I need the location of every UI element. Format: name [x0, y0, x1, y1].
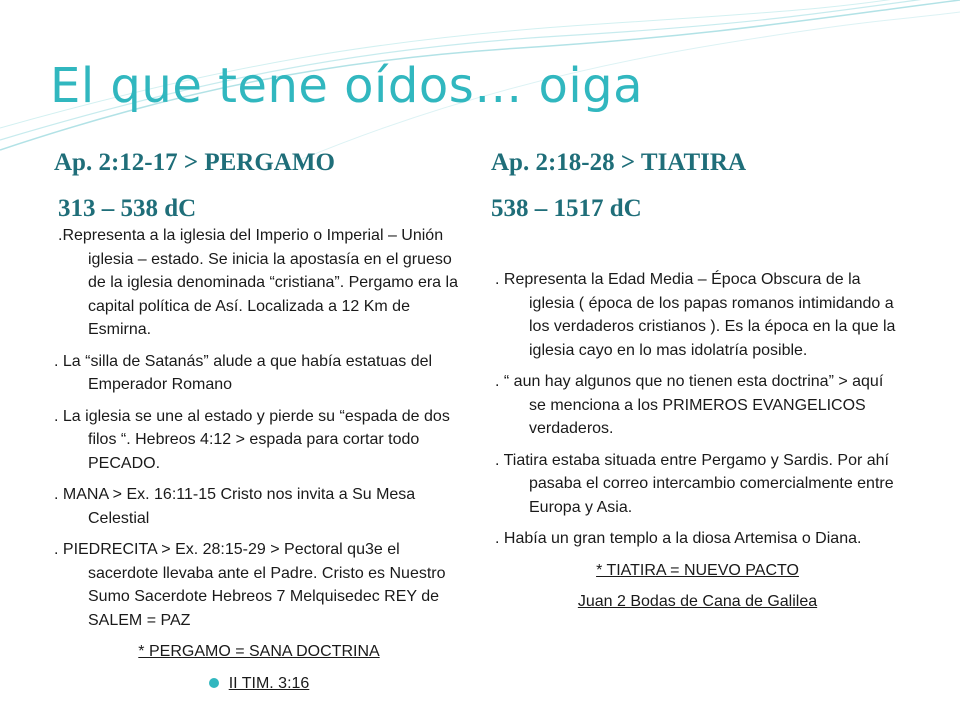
left-heading-text: Ap. 2:12-17 > PERGAMO: [54, 149, 335, 176]
left-paragraph: .Representa a la iglesia del Imperio o Imperial – Unión iglesia – estado. Se inicia la apostasía en el grueso de la iglesia denominada “cristiana”. Pergamo era la capital política de Así. Localizada a 12 Km de Esmirna.: [58, 227, 458, 338]
right-footer-line: Juan 2 Bodas de Cana de Galilea: [577, 593, 818, 610]
right-column-body: [495, 268, 900, 622]
right-paragraph: . “ aun hay algunos que no tienen esta doctrina” > aquí se menciona a los PRIMEROS EVANGELICOS verdaderos.: [495, 373, 884, 437]
left-subheading-text: 313 – 538 dC: [58, 195, 197, 222]
left-column-body: [54, 224, 464, 695]
left-summary-line: * PERGAMO = SANA DOCTRINA: [138, 643, 380, 660]
right-summary-line: * TIATIRA = NUEVO PACTO: [596, 561, 799, 579]
left-paragraph: . MANA > Ex. 16:11-15 Cristo nos invita a Su Mesa Celestial: [54, 486, 416, 527]
left-paragraph: . PIEDRECITA > Ex. 28:15-29 > Pectoral qu3e el sacerdote llevaba ante el Padre. Cristo es Nuestro Sumo Sacerdote Hebreos 7 Melquisedec REY de SALEM = PAZ: [54, 541, 446, 629]
left-paragraph: . La “silla de Satanás” alude a que había estatuas del Emperador Romano: [54, 352, 433, 393]
left-column-heading: [54, 148, 335, 224]
right-subheading-text: 538 – 1517 dC: [491, 195, 642, 222]
right-paragraph: . Tiatira estaba situada entre Pergamo y Sardis. Por ahí pasaba el correo intercambio comercialmente entre Europa y Asia.: [495, 451, 894, 516]
left-bullet-text: II TIM. 3:16: [228, 674, 310, 692]
bullet-dot-icon: [209, 678, 219, 688]
slide-title: El que tene oídos… oiga: [50, 58, 644, 114]
left-bullet-item: [54, 672, 464, 696]
right-heading-text: Ap. 2:18-28 > TIATIRA: [491, 149, 747, 176]
right-paragraph: . Representa la Edad Media – Época Obscura de la iglesia ( época de los papas romanos intimidando a los verdaderos cristianos ). Es la época en la que la iglesia cayo en lo mas idolatría posible.: [495, 271, 896, 359]
left-paragraph: . La iglesia se une al estado y pierde su “espada de dos filos “. Hebreos 4:12 > espada para cortar todo PECADO.: [54, 407, 450, 472]
right-column-heading: [491, 148, 746, 224]
right-paragraph: . Había un gran templo a la diosa Artemisa o Diana.: [495, 530, 862, 547]
